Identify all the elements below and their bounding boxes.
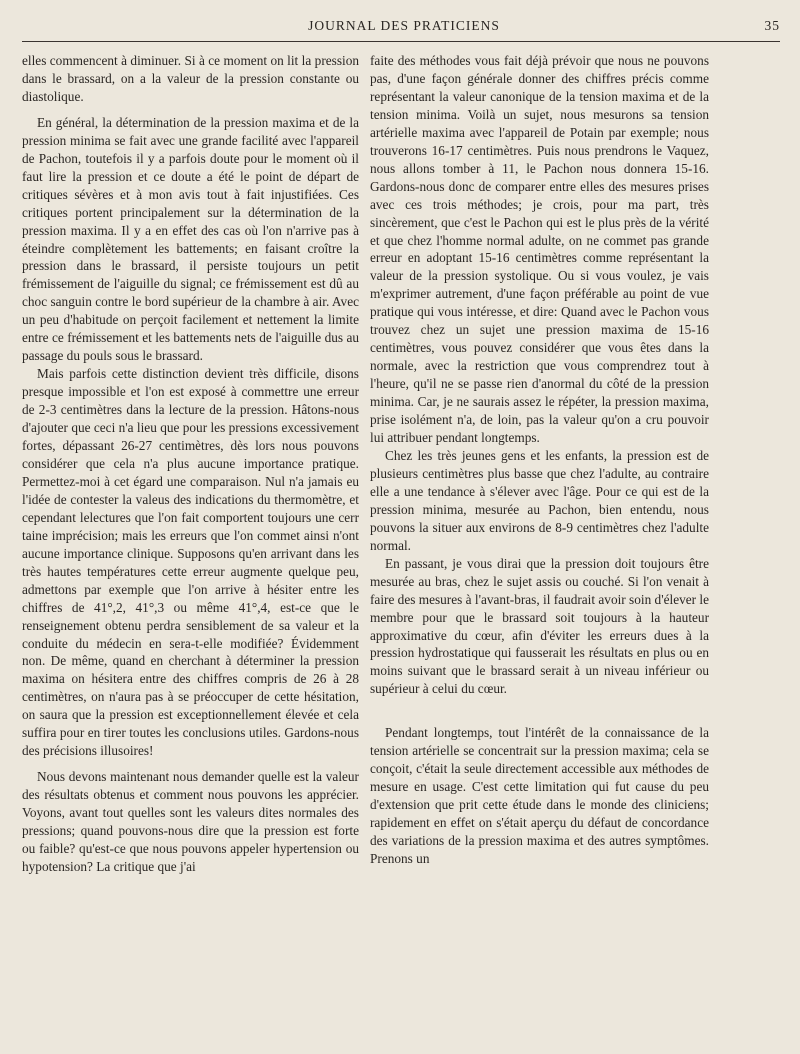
right-column: [370, 52, 709, 868]
paragraph: faite des méthodes vous fait déjà prévoir que nous ne pouvons pas, d'une façon générale donner des chiffres précis comme représentant la valeur canonique de la tension maxima et de la tension minima. Voilà un sujet, nous mesurons sa tension artérielle maxima avec l'appareil de Potain par exemple; nous trouverons 16-17 centimètres. Puis nous prendrons le Vaquez, nous allons tomber à 11, le Pachon nous donnera 15-16. Gardons-nous donc de comparer entre elles des mesures prises avec ces trois méthodes; je crois, pour ma part, très sincèrement, que c'est le Pachon qui est le plus près de la vérité et que chez l'homme normal adulte, on ne commet pas grande erreur en adoptant 15-16 centimètres comme représentant la valeur de la pression systolique. Ou si vous voulez, je vais m'exprimer autrement, d'une façon préférable au point de vue pratique qui vous intéresse, et dire: Quand avec le Pachon vous trouvez chez un sujet une pression maxima de 15-16 centimètres, vous pouvez considérer que vous êtes dans la normale, avec la restriction que vous comprendrez tout à l'heure, qu'il ne se passe rien d'anormal du côté de la pression minima. Car, je ne saurais assez le répéter, la pression maxima, prise isolément n'a, de loin, pas la valeur qu'on a cru pouvoir lui attribuer pendant longtemps.: [370, 53, 709, 446]
paragraph: Mais parfois cette distinction devient très difficile, disons presque impossible et l'on est exposé à commettre une erreur de 2-3 centimètres dans la lecture de la pression. Hâtons-nous d'ajouter que ceci n'a lieu que pour les pressions excessivement fortes, dépassant 26-27 centimètres, dès lors nous pouvons considérer que cela n'a plus aucune importance pratique. Permettez-moi à cet égard une comparaison. Nul n'a jamais eu l'idée de contester la valeus des indications du thermomètre, et cependant lelectures que l'on fait comportent toujours une cerr taine imprécision; mais les erreurs que l'on commet ainsi n'ont aucune importance clinique. Supposons qu'en arrivant dans les très hautes températures cette erreur augmente quelque peu, admettons par exemple que l'on arrive à hésiter entre les chiffres de 41°,2, 41°,3 ou même 41°,4, est-ce que le renseignement obtenu perdra sensiblement de sa valeur et la conduite du médecin en sera-t-elle modifiée? Évidemment non. De même, quand en cherchant à déterminer la pression maxima on hésitera entre des chiffres compris de 26 à 28 centimètres, on n'aura pas à se préoccuper de cette hésitation, on saura que la pression est exceptionnellement élevée et cela suffira pour en tirer toutes les conclusions utiles. Gardons-nous des précisions illusoires!: [22, 366, 359, 759]
paragraph: En passant, je vous dirai que la pression doit toujours être mesurée au bras, chez le sujet assis ou couché. Si l'on venait à faire des mesures à l'avant-bras, il faudrait avoir soin d'élever le membre pour que le brassard soit toujours à la hauteur approximative du cœur, afin d'éviter les erreurs dues à la pression hydrostatique qui fausserait les résultats en plus ou en moins suivant que le brassard serait à un niveau inférieur ou supérieur à celui du cœur.: [370, 555, 709, 697]
running-head: [24, 18, 784, 38]
journal-title: JOURNAL DES PRATICIENS: [308, 18, 500, 33]
page-number: 35: [764, 18, 780, 33]
paragraph: elles commencent à diminuer. Si à ce moment on lit la pression dans le brassard, on a la valeur de la pression constante ou diastolique.: [22, 53, 359, 104]
paragraph: Chez les très jeunes gens et les enfants, la pression est de plusieurs centimètres plus basse que chez l'adulte, au contraire elle a une tendance à s'élever avec l'âge. Pour ce qui est de la pression minima, mesurée au Pachon, bien entendu, nous pouvons la situer aux environs de 8-9 centimètres chez l'adulte normal.: [370, 447, 709, 553]
header-rule: [22, 41, 780, 42]
paragraph: Nous devons maintenant nous demander quelle est la valeur des résultats obtenus et comment nous pouvons les apprécier. Voyons, avant tout quelles sont les valeurs dites normales des pressions; quand pouvons-nous dire que la pression est forte ou faible? qu'est-ce que nous pouvons appeler hypertension ou hypotension? La critique que j'ai: [22, 769, 359, 874]
paragraph: En général, la détermination de la pression maxima et de la pression minima se fait avec une grande facilité avec l'appareil de Pachon, toutefois il y a parfois doute pour le moment où il faut lire la pression et ce doute a été le point de départ de critiques sévères et à mon avis tout à fait injustifiées. Ces critiques portent principalement sur la détermination de la pression maxima. Il y a en effet des cas où l'on n'arrive pas à éteindre complètement les battements; en faisant croître la pression dans le brassard, il persiste toujours un petit frémissement de l'aiguille du signal; ce frémissement est dû au choc sanguin contre le bord supérieur de la chambre à air. Avec un peu d'habitude on perçoit facilement et nettement la limite entre ce frémissement et les battements nets de l'aiguille dus au passage du pouls sous le brassard.: [22, 114, 359, 364]
paragraph: Pendant longtemps, tout l'intérêt de la connaissance de la tension artérielle se concentrait sur la pression maxima; cela se conçoit, c'était la seule directement accessible aux méthodes de mesure en usage. C'est cette limitation qui fut cause du peu d'extension que prit cette étude dans le monde des cliniciens; rapidement en effet on s'était aperçu du défaut de concordance des variations de la pression maxima et des autres symptômes. Prenons un: [370, 725, 709, 866]
left-column: [22, 52, 359, 876]
